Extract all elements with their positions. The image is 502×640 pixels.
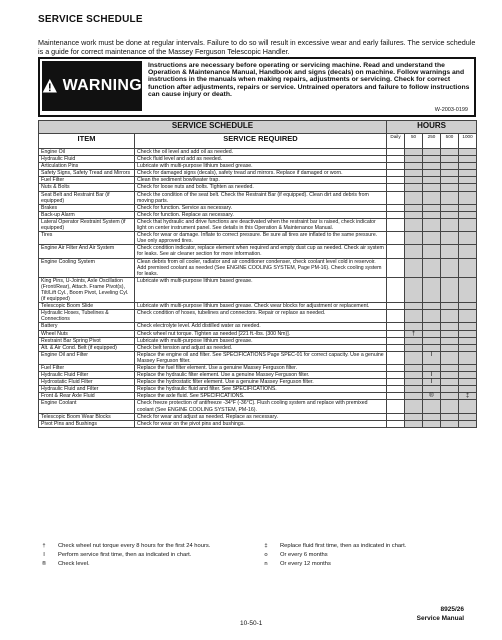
item-cell: Lateral Operator Restraint System (if equipped) xyxy=(39,218,135,231)
interval-cell xyxy=(423,204,441,211)
interval-cell xyxy=(459,245,477,258)
service-cell: Lubricate with multi-purpose lithium based grease. xyxy=(135,337,387,344)
legend-item xyxy=(262,560,406,569)
interval-cell xyxy=(423,170,441,177)
service-cell: Replace the hydrostatic filter element. Use a genuine Massey Ferguson filter. xyxy=(135,379,387,386)
legend-item xyxy=(40,542,210,551)
interval-cell xyxy=(441,184,459,191)
hours-header: HOURS xyxy=(387,121,477,134)
legend-symbol: o xyxy=(264,552,268,558)
legend-text: Check wheel nut torque every 8 hours for the first 24 hours. xyxy=(58,543,211,549)
item-cell: Hydraulic Fluid xyxy=(39,156,135,163)
interval-cell xyxy=(441,211,459,218)
table-row xyxy=(39,277,477,302)
interval-cell xyxy=(459,218,477,231)
interval-cell xyxy=(387,413,405,420)
interval-cell xyxy=(387,372,405,379)
service-cell: Lubricate with multi-purpose lithium based grease. xyxy=(135,163,387,170)
interval-cell xyxy=(405,177,423,184)
interval-cell xyxy=(423,177,441,184)
table-row xyxy=(39,204,477,211)
legend-item xyxy=(262,551,406,560)
legend-item xyxy=(262,542,406,551)
interval-cell xyxy=(441,372,459,379)
warning-box xyxy=(38,57,476,117)
interval-cell xyxy=(405,365,423,372)
item-cell: Pivot Pins and Bushings xyxy=(39,420,135,427)
interval-cell xyxy=(387,379,405,386)
item-cell: Seat Belt and Restraint Bar (if equipped) xyxy=(39,191,135,204)
interval-cell xyxy=(423,420,441,427)
table-row xyxy=(39,303,477,310)
interval-cell xyxy=(459,156,477,163)
interval-cell xyxy=(459,303,477,310)
interval-cell xyxy=(459,204,477,211)
interval-cell xyxy=(441,386,459,393)
interval-cell xyxy=(459,400,477,413)
legend-right xyxy=(262,542,406,569)
legend-left xyxy=(40,542,210,569)
interval-cell xyxy=(405,351,423,364)
interval-cell xyxy=(423,310,441,323)
item-cell: Front & Rear Axle Fluid xyxy=(39,393,135,400)
item-cell: Hydraulic Fluid Filter xyxy=(39,372,135,379)
interval-cell xyxy=(459,372,477,379)
interval-cell xyxy=(423,365,441,372)
table-row xyxy=(39,170,477,177)
interval-cell xyxy=(387,218,405,231)
interval-cell xyxy=(405,170,423,177)
interval-cell xyxy=(423,330,441,337)
service-cell: Lubricate with multi-purpose lithium based grease. xyxy=(135,277,387,302)
interval-cell xyxy=(387,337,405,344)
service-cell: Check that hydraulic and drive functions are deactivated when the restraint bar is raised, check indicator light on center instrument panel. See details in this Operation & Maintenance Manual. xyxy=(135,218,387,231)
interval-cell xyxy=(459,420,477,427)
item-cell: Articulation Pins xyxy=(39,163,135,170)
service-cell: Replace the engine oil and filter. See SPECIFICATIONS Page SPEC-01 for correct capacity. Use a genuine Massey Ferguson filter. xyxy=(135,351,387,364)
interval-cell xyxy=(441,413,459,420)
interval-cell xyxy=(423,156,441,163)
interval-cell xyxy=(387,177,405,184)
table-row xyxy=(39,149,477,156)
interval-cell xyxy=(459,344,477,351)
interval-cell xyxy=(441,344,459,351)
interval-cell xyxy=(387,330,405,337)
service-cell: Check freeze protection of antifreeze -34°F (-36°C). Flush cooling system and replace with premixed coolant (See ENGINE COOLING SYSTEM, PM-16). xyxy=(135,400,387,413)
interval-cell xyxy=(405,400,423,413)
interval-cell xyxy=(423,163,441,170)
item-cell: Engine Air Filter And Air System xyxy=(39,245,135,258)
hour-column-header: Daily xyxy=(387,134,405,149)
schedule-body xyxy=(39,149,477,428)
interval-cell xyxy=(459,258,477,277)
item-cell: Hydraulic Fluid and Filter xyxy=(39,386,135,393)
item-cell: Hydrostatic Fluid Filter xyxy=(39,379,135,386)
service-cell: Check for damaged signs (decals), safety tread and mirrors. Replace if damaged or worn. xyxy=(135,170,387,177)
document-title: Service Manual xyxy=(416,615,464,622)
interval-cell xyxy=(405,211,423,218)
item-column-header: ITEM xyxy=(39,134,135,149)
service-cell: Check for function. Service as necessary. xyxy=(135,204,387,211)
interval-cell xyxy=(441,420,459,427)
interval-cell xyxy=(441,170,459,177)
interval-cell xyxy=(405,218,423,231)
legend-text: Or every 12 months xyxy=(280,561,331,567)
interval-cell xyxy=(405,191,423,204)
service-cell: Replace the hydraulic fluid and filter. See SPECIFICATIONS. xyxy=(135,386,387,393)
interval-cell xyxy=(387,204,405,211)
item-cell: Engine Coolant xyxy=(39,400,135,413)
interval-cell xyxy=(459,177,477,184)
interval-cell xyxy=(423,258,441,277)
interval-cell xyxy=(387,400,405,413)
table-row xyxy=(39,245,477,258)
item-cell: Back-up Alarm xyxy=(39,211,135,218)
interval-cell xyxy=(441,393,459,400)
interval-cell xyxy=(459,232,477,245)
interval-cell xyxy=(405,337,423,344)
interval-cell xyxy=(459,379,477,386)
interval-cell xyxy=(441,277,459,302)
interval-cell xyxy=(405,163,423,170)
interval-cell xyxy=(405,323,423,330)
item-cell: Telescopic Boom Slide xyxy=(39,303,135,310)
service-cell: Check for wear on the pivot pins and bushings. xyxy=(135,420,387,427)
interval-cell xyxy=(459,365,477,372)
legend-symbol: ® xyxy=(41,561,47,567)
interval-cell xyxy=(423,211,441,218)
interval-cell xyxy=(387,303,405,310)
interval-cell xyxy=(423,303,441,310)
interval-cell xyxy=(423,245,441,258)
interval-cell xyxy=(405,277,423,302)
interval-cell xyxy=(405,245,423,258)
interval-cell xyxy=(441,218,459,231)
item-cell: Fuel Filter xyxy=(39,177,135,184)
warning-triangle-icon xyxy=(42,76,58,96)
warning-badge xyxy=(42,61,142,111)
interval-cell xyxy=(405,184,423,191)
interval-cell xyxy=(441,303,459,310)
hour-column-header: 500 xyxy=(441,134,459,149)
table-row xyxy=(39,386,477,393)
table-row xyxy=(39,323,477,330)
item-cell: Battery xyxy=(39,323,135,330)
interval-cell xyxy=(405,386,423,393)
item-cell: Engine Oil and Filter xyxy=(39,351,135,364)
interval-cell xyxy=(387,156,405,163)
interval-cell xyxy=(405,204,423,211)
item-cell: Fuel Filter xyxy=(39,365,135,372)
interval-cell xyxy=(423,323,441,330)
legend-symbol: ‡ xyxy=(264,543,268,549)
interval-cell xyxy=(441,365,459,372)
interval-cell xyxy=(423,218,441,231)
table-row xyxy=(39,337,477,344)
interval-cell xyxy=(441,258,459,277)
service-cell: Check the condition of the seat belt. Check the Restraint Bar (if equipped). Clean dirt and debris from moving parts. xyxy=(135,191,387,204)
item-cell: Alt. & Air Cond. Belt (if equipped) xyxy=(39,344,135,351)
interval-cell: I xyxy=(423,372,441,379)
legend-text: Perform service first time, then as indicated in chart. xyxy=(58,552,192,558)
interval-cell xyxy=(387,184,405,191)
service-cell: Clean the sediment bowl/water trap. xyxy=(135,177,387,184)
service-schedule-table xyxy=(38,120,477,428)
interval-cell xyxy=(387,163,405,170)
hour-column-header: 50 xyxy=(405,134,423,149)
legend-symbol: n xyxy=(264,561,268,567)
service-cell: Check condition indicator, replace element when required and empty dust cup as needed. Check air system for leaks. See air cleaner section for more information. xyxy=(135,245,387,258)
hour-column-header: 1000 xyxy=(459,134,477,149)
interval-cell xyxy=(441,232,459,245)
service-cell: Check condition of hoses, tubelines and connectors. Repair or replace as needed. xyxy=(135,310,387,323)
service-cell: Check wheel nut torque. Tighten as needed [221 ft.-lbs. (300 Nm)]. xyxy=(135,330,387,337)
warning-text: Instructions are necessary before operating or servicing machine. Read and understand the Operation & Maintenance Manual, Handbook and signs (decals) on machine. Follow warnings and instructions in the manuals when making repairs, adjustments or servicing. Check for correct function after adjustments, repairs or service. Untrained operators and failure to follow instructions can cause injury or death. xyxy=(148,62,470,98)
hour-column-header: 250 xyxy=(423,134,441,149)
interval-cell xyxy=(405,393,423,400)
service-cell: Replace the fuel filter element. Use a genuine Massey Ferguson filter. xyxy=(135,365,387,372)
service-cell: Check for loose nuts and bolts. Tighten as needed. xyxy=(135,184,387,191)
interval-cell xyxy=(441,177,459,184)
interval-cell xyxy=(387,420,405,427)
service-cell: Check for function. Replace as necessary. xyxy=(135,211,387,218)
page-number: 10-50-1 xyxy=(240,620,263,627)
interval-cell xyxy=(441,400,459,413)
interval-cell xyxy=(459,170,477,177)
item-cell: Hydraulic Hoses, Tubelines & Connections xyxy=(39,310,135,323)
interval-cell xyxy=(405,379,423,386)
interval-cell xyxy=(405,310,423,323)
interval-cell xyxy=(459,163,477,170)
item-cell: Telescopic Boom Wear Blocks xyxy=(39,413,135,420)
interval-cell xyxy=(423,337,441,344)
interval-cell xyxy=(387,277,405,302)
table-row xyxy=(39,330,477,337)
service-cell: Replace the axle fluid. See SPECIFICATIONS. xyxy=(135,393,387,400)
interval-cell xyxy=(423,191,441,204)
interval-cell xyxy=(459,323,477,330)
interval-cell xyxy=(405,258,423,277)
interval-cell xyxy=(423,344,441,351)
interval-cell xyxy=(459,211,477,218)
service-cell: Check fluid level and add as needed. xyxy=(135,156,387,163)
interval-cell xyxy=(441,379,459,386)
intro-paragraph: Maintenance work must be done at regular intervals. Failure to do so will result in excessive wear and early failures. The service schedule is a guide for correct maintenance of the Massey Ferguson Telescopic Handler. xyxy=(38,38,476,56)
interval-cell xyxy=(423,149,441,156)
service-cell: Lubricate with multi-purpose lithium based grease. Check wear blocks for adjustment or replacement. xyxy=(135,303,387,310)
interval-cell xyxy=(387,344,405,351)
interval-cell xyxy=(459,310,477,323)
interval-cell xyxy=(441,245,459,258)
table-row xyxy=(39,218,477,231)
legend-symbol: † xyxy=(42,543,46,549)
item-cell: Engine Cooling System xyxy=(39,258,135,277)
interval-cell xyxy=(387,393,405,400)
interval-cell xyxy=(459,277,477,302)
interval-cell xyxy=(441,191,459,204)
service-cell: Check for wear or damage. Inflate to correct pressure. Be sure all tires are inflated to the same pressure. Use only approved tires. xyxy=(135,232,387,245)
interval-cell xyxy=(441,156,459,163)
item-cell: Tires xyxy=(39,232,135,245)
service-cell: Check the oil level and add oil as needed. xyxy=(135,149,387,156)
interval-cell xyxy=(387,310,405,323)
table-row xyxy=(39,372,477,379)
interval-cell: ® xyxy=(423,393,441,400)
interval-cell xyxy=(387,351,405,364)
interval-cell xyxy=(459,351,477,364)
interval-cell: ‡ xyxy=(459,393,477,400)
interval-cell xyxy=(405,156,423,163)
interval-cell xyxy=(405,420,423,427)
table-header: SERVICE SCHEDULE xyxy=(39,121,387,134)
item-cell: Nuts & Bolts xyxy=(39,184,135,191)
table-row xyxy=(39,191,477,204)
interval-cell xyxy=(387,245,405,258)
legend-item xyxy=(40,560,210,569)
interval-cell xyxy=(387,323,405,330)
legend-text: Or every 6 months xyxy=(280,552,328,558)
legend-item xyxy=(40,551,210,560)
table-row xyxy=(39,393,477,400)
interval-cell xyxy=(387,149,405,156)
interval-cell xyxy=(405,303,423,310)
interval-cell xyxy=(423,232,441,245)
interval-cell xyxy=(459,184,477,191)
interval-cell xyxy=(387,170,405,177)
item-cell: Safety Signs, Safety Tread and Mirrors xyxy=(39,170,135,177)
service-cell: Check electrolyte level. Add distilled water as needed. xyxy=(135,323,387,330)
table-row xyxy=(39,156,477,163)
item-cell: Restraint Bar Spring Pivot xyxy=(39,337,135,344)
interval-cell xyxy=(387,211,405,218)
warning-code: W-2003-0199 xyxy=(434,107,468,113)
interval-cell xyxy=(459,191,477,204)
table-row xyxy=(39,211,477,218)
interval-cell xyxy=(441,163,459,170)
item-cell: Wheel Nuts xyxy=(39,330,135,337)
interval-cell xyxy=(441,204,459,211)
document-number: 8925/26 xyxy=(440,606,464,613)
interval-cell xyxy=(441,149,459,156)
interval-cell xyxy=(459,337,477,344)
service-cell: Check belt tension and adjust as needed. xyxy=(135,344,387,351)
interval-cell xyxy=(405,413,423,420)
interval-cell xyxy=(387,386,405,393)
table-row xyxy=(39,310,477,323)
item-cell: Engine Oil xyxy=(39,149,135,156)
item-cell: King Pins, U-Joints, Axle Oscillation (Front/Rear), Attach. Frame Pivot(s), Tilt/Lift Cyl., Boom Pivot, Leveling Cyl. (if equipped) xyxy=(39,277,135,302)
table-row xyxy=(39,365,477,372)
table-row xyxy=(39,258,477,277)
interval-cell xyxy=(459,330,477,337)
interval-cell xyxy=(405,372,423,379)
interval-cell xyxy=(441,337,459,344)
interval-cell xyxy=(405,232,423,245)
interval-cell xyxy=(387,365,405,372)
table-row xyxy=(39,344,477,351)
interval-cell xyxy=(387,232,405,245)
table-row xyxy=(39,232,477,245)
legend-text: Replace fluid first time, then as indicated in chart. xyxy=(280,543,407,549)
warning-label: WARNING xyxy=(62,77,142,94)
interval-cell xyxy=(423,400,441,413)
service-cell: Replace the hydraulic filter element. Use a genuine Massey Ferguson filter. xyxy=(135,372,387,379)
legend-text: Check level. xyxy=(58,561,90,567)
legend-symbol: I xyxy=(43,552,45,558)
interval-cell: † xyxy=(405,330,423,337)
table-row xyxy=(39,413,477,420)
interval-cell xyxy=(423,413,441,420)
table-row xyxy=(39,163,477,170)
interval-cell xyxy=(387,258,405,277)
service-cell: Clean debris from oil cooler, radiator and air conditioner condenser, check coolant level cold in reservoir. Add premixed coolant as needed (See ENGINE COOLING SYSTEM, Page PM-16). Check cooling system for leaks. xyxy=(135,258,387,277)
interval-cell xyxy=(441,323,459,330)
interval-cell xyxy=(387,191,405,204)
interval-cell xyxy=(441,310,459,323)
interval-cell xyxy=(459,386,477,393)
interval-cell xyxy=(459,149,477,156)
interval-cell xyxy=(405,344,423,351)
item-cell: Brakes xyxy=(39,204,135,211)
service-column-header: SERVICE REQUIRED xyxy=(135,134,387,149)
service-cell: Check for wear and adjust as needed. Replace as necessary. xyxy=(135,413,387,420)
interval-cell xyxy=(405,149,423,156)
interval-cell xyxy=(459,413,477,420)
interval-cell xyxy=(441,330,459,337)
interval-cell: I xyxy=(423,379,441,386)
interval-cell xyxy=(423,277,441,302)
interval-cell: I xyxy=(423,351,441,364)
table-row xyxy=(39,400,477,413)
interval-cell xyxy=(423,386,441,393)
table-row xyxy=(39,420,477,427)
table-row xyxy=(39,184,477,191)
table-row xyxy=(39,351,477,364)
table-row xyxy=(39,177,477,184)
interval-cell xyxy=(441,351,459,364)
table-row xyxy=(39,379,477,386)
document-id xyxy=(417,605,464,623)
interval-cell xyxy=(423,184,441,191)
page-title: SERVICE SCHEDULE xyxy=(38,14,143,25)
